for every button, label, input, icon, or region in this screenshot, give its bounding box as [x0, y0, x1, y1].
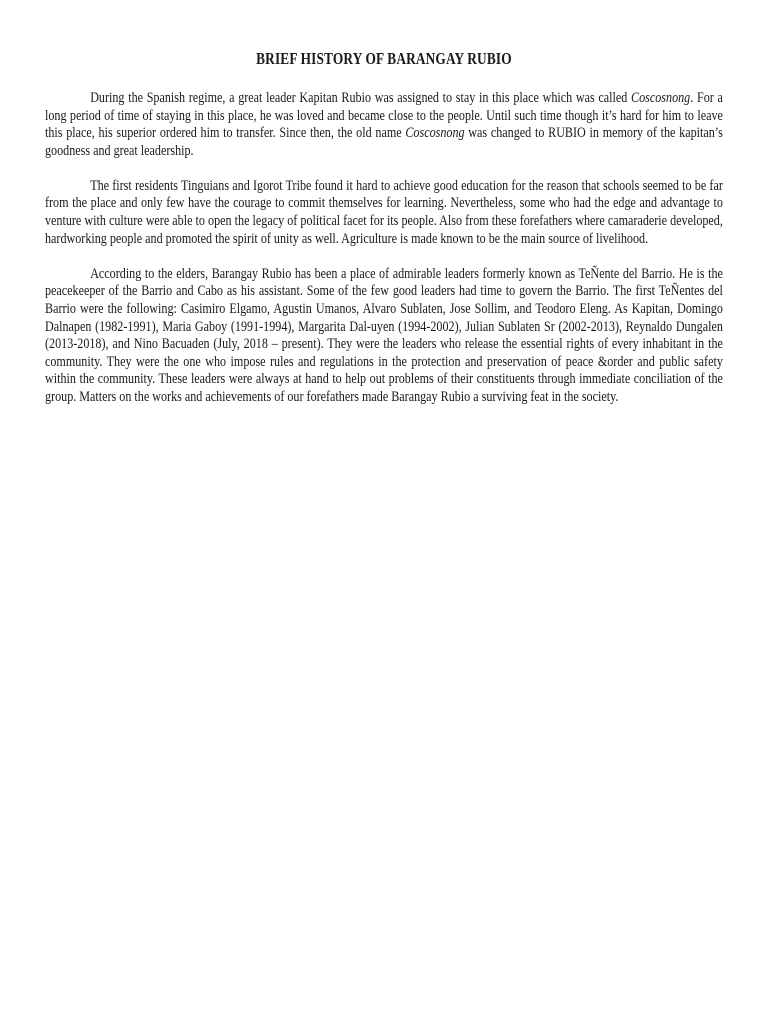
paragraph-text: The first residents Tinguians and Igorot Tribe found it hard to achieve good education for the reason that schools seemed to be far from the place and only few have the courage to commit themselves for learning. Nevertheless, some who had the edge and advantage to venture with culture were able to open the legacy of political facet for its people. Also from these forefathers where camaraderie developed, hardworking people and promoted the spirit of unity as well. Agriculture is made known to be the main source of livelihood. [45, 177, 723, 247]
italic-place-name: Coscosnong [631, 90, 691, 106]
document-title: BRIEF HISTORY OF BARANGAY RUBIO [256, 49, 512, 68]
paragraph-text: was changed to RUBIO in memory of the kapitan’s goodness and great leadership. [45, 125, 723, 159]
document-page [45, 0, 723, 407]
paragraph-text: According to the elders, Barangay Rubio has been a place of admirable leaders formerly known as TeÑente del Barrio. He is the peacekeeper of the Barrio and Cabo as his assistant. Some of the few good leaders had time to govern the Barrio. The first TeÑentes del Barrio were the following: Casimiro Elgamo, Agustin Umanos, Alvaro Sublaten, Jose Sollim, and Teodoro Eleng. As Kapitan, Domingo Dalnapen (1982-1991), Maria Gaboy (1991-1994), Margarita Dal-uyen (1994-2002), Julian Sublaten Sr (2002-2013), Reynaldo Dungalen (2013-2018), and Nino Bacuaden (July, 2018 – present). They were the leaders who release the essential rights of every inhabitant in the community. They were the one who impose rules and regulations in the protection and preservation of peace &order and public safety within the community. These leaders were always at hand to help out problems of their constituents through immediate conciliation of the group. Matters on the works and achievements of our forefathers made Barangay Rubio a surviving feat in the society. [45, 265, 723, 405]
paragraph-text: . For a long period of time of staying in this place, he was loved and became close to the people. Until such time though it’s hard for him to leave this place, his superior ordered him to transfer. Since then, the old name [45, 90, 723, 142]
paragraph-spanish-regime [45, 90, 723, 160]
paragraph-first-residents [45, 178, 723, 248]
italic-place-name: Coscosnong [405, 125, 465, 142]
paragraph-text: During the Spanish regime, a great leader Kapitan Rubio was assigned to stay in this place which was called [90, 90, 632, 106]
paragraph-leaders [45, 266, 723, 407]
